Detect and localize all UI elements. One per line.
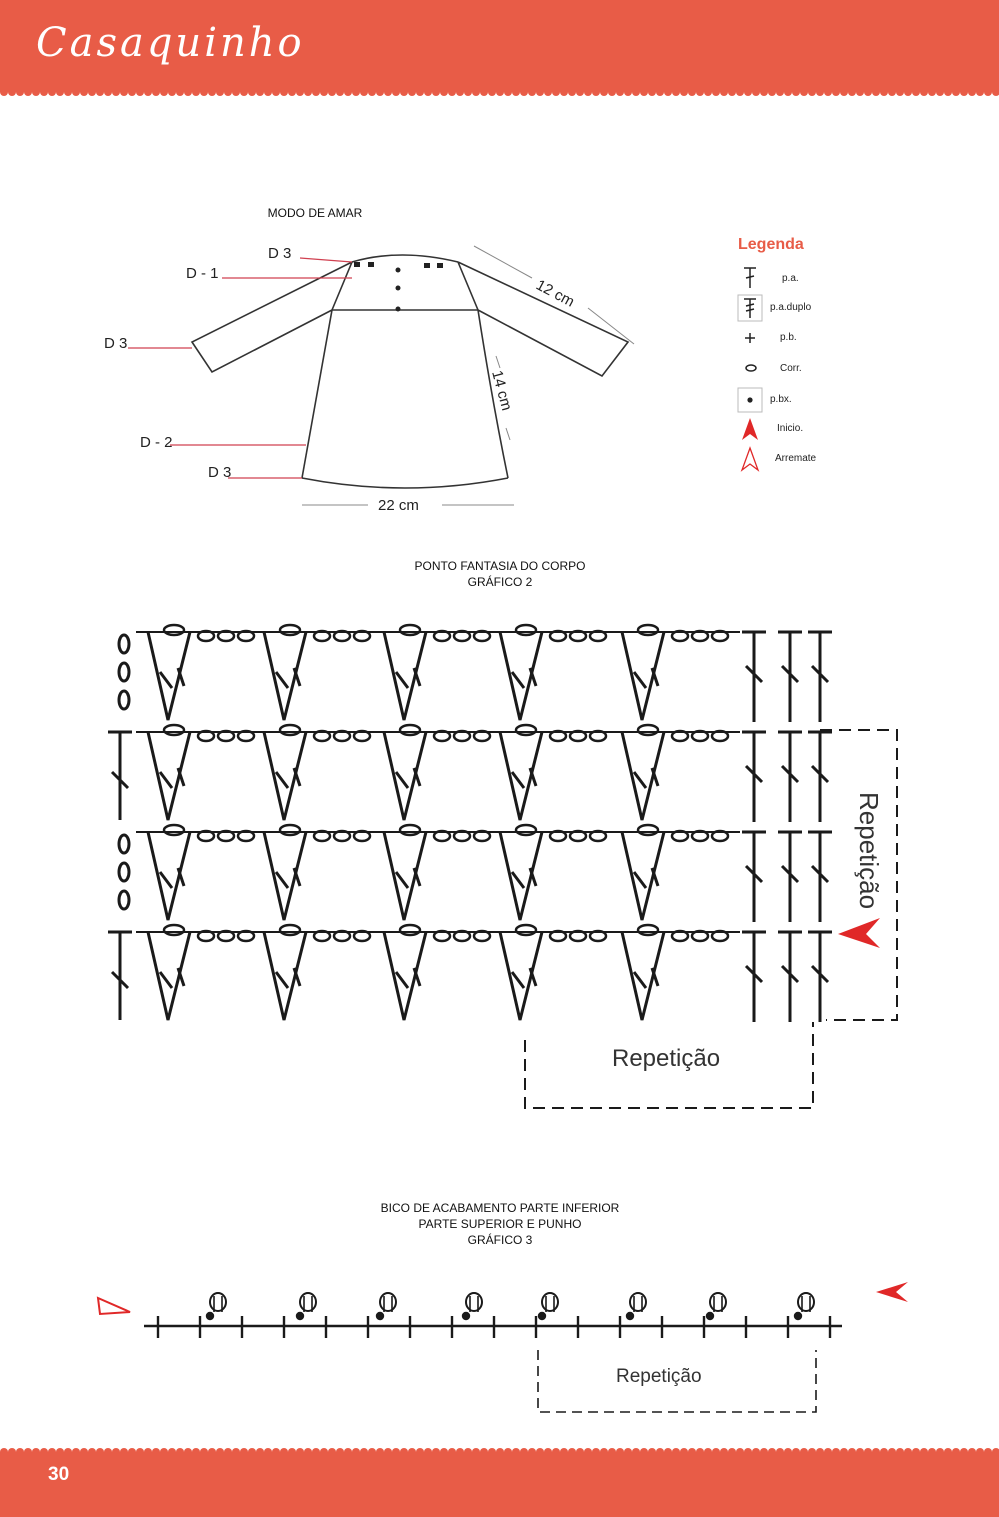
legend-label-pbx: p.bx. — [770, 394, 792, 405]
grafico2-repeat-label-right: Repetição — [854, 792, 884, 910]
legend-title: Legenda — [738, 236, 804, 253]
label-d2: D - 2 — [140, 434, 173, 451]
grafico3-repeat-label: Repetição — [616, 1366, 702, 1387]
page-title: Casaquinho — [36, 20, 305, 66]
label-d1: D - 1 — [186, 265, 219, 282]
grafico3-caption-line2: PARTE SUPERIOR E PUNHO — [418, 1217, 582, 1231]
grafico2-caption-line1: PONTO FANTASIA DO CORPO — [414, 559, 586, 573]
modo-de-amar-caption: MODO DE AMAR — [267, 206, 363, 220]
legend-label-pa: p.a. — [782, 273, 799, 284]
inicio-end-icon — [876, 1282, 908, 1302]
dimension-length: 14 cm — [488, 368, 516, 413]
page-footer — [0, 1452, 999, 1517]
legend-label-arremate: Arremate — [775, 453, 817, 464]
label-d3-top: D 3 — [268, 245, 292, 262]
grafico3-caption-line3: GRÁFICO 3 — [467, 1233, 533, 1247]
label-d3-bottom: D 3 — [208, 464, 232, 481]
page-number: 30 — [48, 1464, 70, 1485]
arremate-start-icon — [98, 1298, 130, 1314]
grafico2-caption-line2: GRÁFICO 2 — [467, 575, 533, 589]
legend-label-pa-duplo: p.a.duplo — [770, 302, 812, 313]
grafico2-repeat-label-bottom: Repetição — [612, 1045, 721, 1072]
dimension-width: 22 cm — [378, 497, 419, 514]
label-d3-sleeve: D 3 — [104, 335, 128, 352]
legend-label-inicio: Inicio. — [777, 423, 804, 434]
grafico3-caption-line1: BICO DE ACABAMENTO PARTE INFERIOR — [380, 1201, 620, 1215]
legend-label-pb: p.b. — [780, 332, 797, 343]
legend-label-corr: Corr. — [780, 363, 802, 374]
dimension-sleeve: 12 cm — [533, 276, 578, 311]
